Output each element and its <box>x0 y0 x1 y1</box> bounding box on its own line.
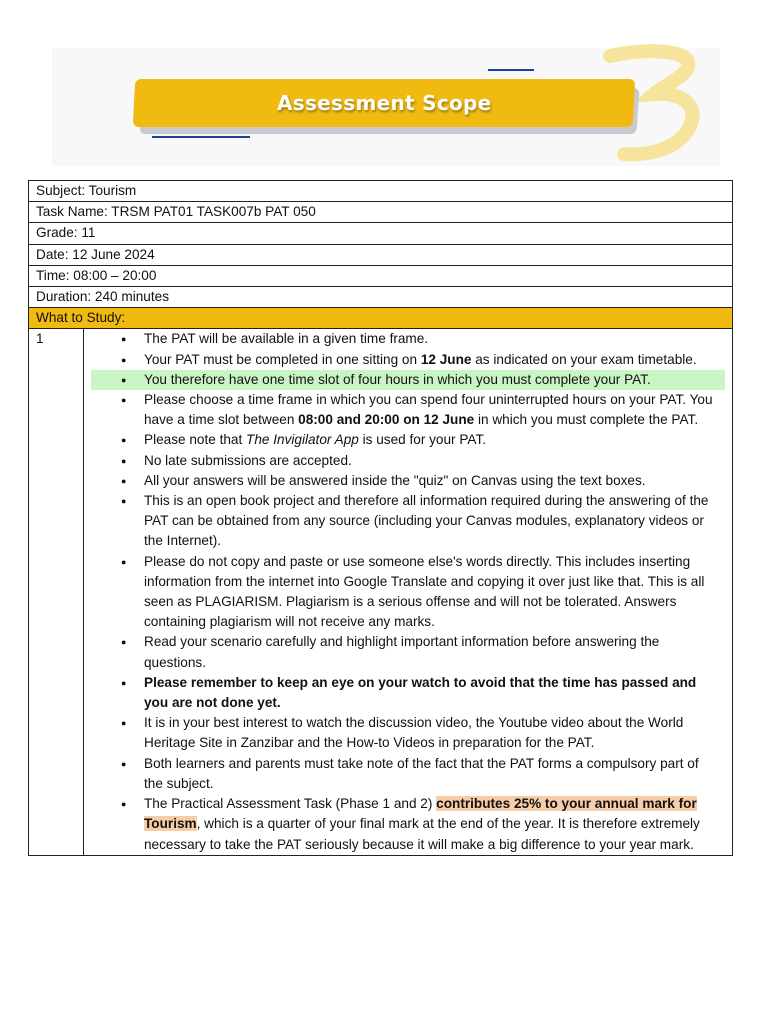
page-title: Assessment Scope <box>276 91 492 115</box>
info-row <box>29 223 733 244</box>
decorative-line <box>488 69 534 71</box>
info-row <box>29 202 733 223</box>
task-name-cell: Task Name: TRSM PAT01 TASK007b PAT 050 <box>29 202 733 223</box>
assessment-table <box>28 180 733 856</box>
title-banner <box>133 79 636 127</box>
list-item-highlighted: ● You therefore have one time slot of four hours in which you must complete your PAT. <box>91 370 725 390</box>
list-item: ● The PAT will be available in a given time frame. <box>91 329 725 349</box>
list-item: ● Read your scenario carefully and highlight important information before answering the questions. <box>91 632 725 672</box>
info-row <box>29 181 733 202</box>
what-to-study-cell: What to Study: <box>29 308 733 329</box>
list-item: ● It is in your best interest to watch the discussion video, the Youtube video about the World Heritage Site in Zanzibar and the How-to Videos in preparation for the PAT. <box>91 713 725 753</box>
info-row <box>29 244 733 265</box>
list-item: ● This is an open book project and therefore all information required during the answering of the PAT can be obtained from any source (including your Canvas modules, explanatory videos or the Internet). <box>91 491 725 552</box>
date-cell: Date: 12 June 2024 <box>29 244 733 265</box>
list-item: ● Please choose a time frame in which you can spend four uninterrupted hours on your PAT. You have a time slot between 08:00 and 20:00 on 12 June in which you must complete the PAT. <box>91 390 725 430</box>
list-item: ● Both learners and parents must take note of the fact that the PAT forms a compulsory part of the subject. <box>91 754 725 794</box>
list-item: ● All your answers will be answered inside the "quiz" on Canvas using the text boxes. <box>91 471 725 491</box>
time-cell: Time: 08:00 – 20:00 <box>29 265 733 286</box>
grade-cell: Grade: 11 <box>29 223 733 244</box>
list-item: ● Please remember to keep an eye on your watch to avoid that the time has passed and you are not done yet. <box>91 673 725 713</box>
section-header-row <box>29 308 733 329</box>
subject-cell: Subject: Tourism <box>29 181 733 202</box>
list-item: ● The Practical Assessment Task (Phase 1 and 2) contributes 25% to your annual mark for Tourism, which is a quarter of your final mark at the end of the year. It is therefore extremely necessary to take the PAT seriously because it will make a big difference to your year mark. <box>91 794 725 855</box>
content-row <box>29 329 733 855</box>
bullet-list <box>91 329 725 854</box>
decorative-line <box>152 136 250 138</box>
list-item: ● Please do not copy and paste or use someone else's words directly. This includes inserting information from the internet into Google Translate and copying it over just like that. This is all seen as PLAGIARISM. Plagiarism is a serious offense and will not be tolerated. Answers containing plagiarism will not receive any marks. <box>91 552 725 633</box>
section-number: 1 <box>29 329 84 855</box>
list-item: ● Your PAT must be completed in one sitting on 12 June as indicated on your exam timetable. <box>91 350 725 370</box>
duration-cell: Duration: 240 minutes <box>29 287 733 308</box>
info-row <box>29 287 733 308</box>
bullet-list-cell <box>84 329 733 855</box>
list-item: ● Please note that The Invigilator App is used for your PAT. <box>91 430 725 450</box>
list-item: ● No late submissions are accepted. <box>91 451 725 471</box>
info-row <box>29 265 733 286</box>
